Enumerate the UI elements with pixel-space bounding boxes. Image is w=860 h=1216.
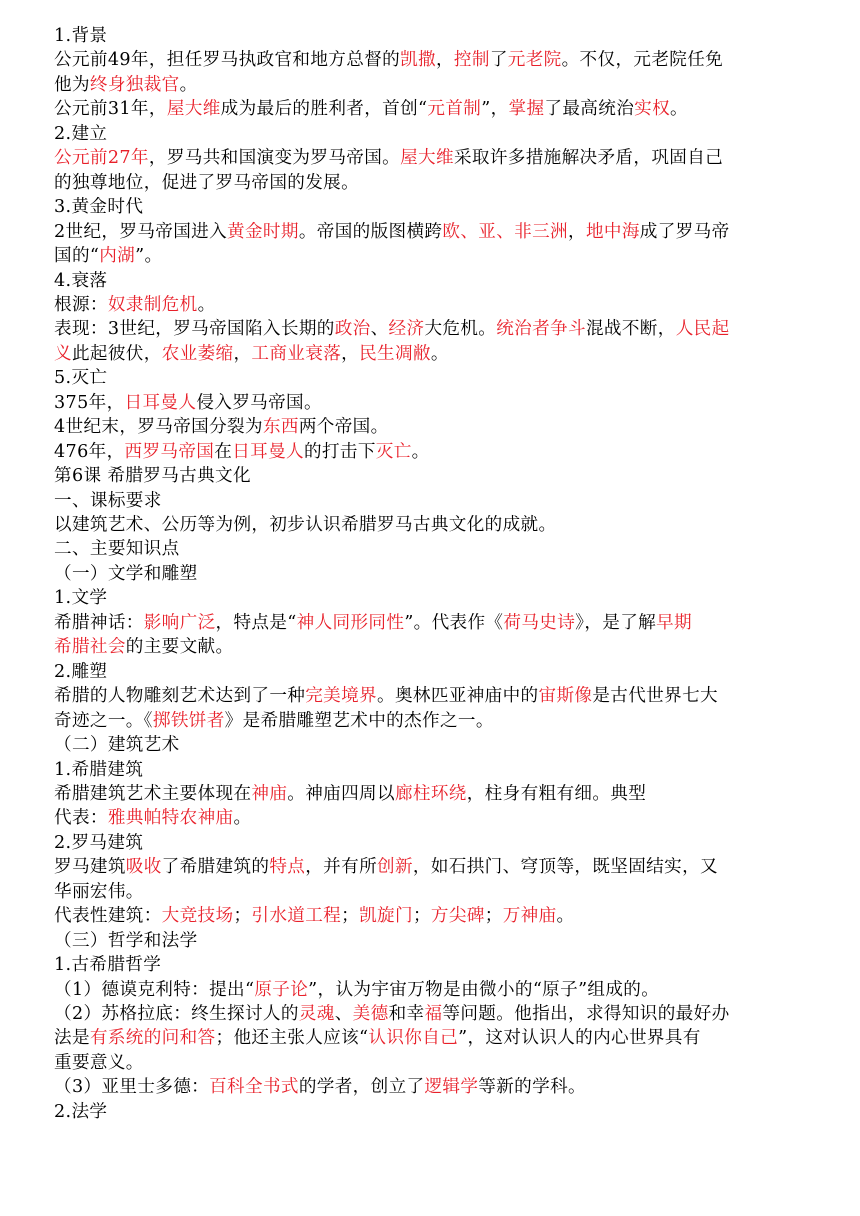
text-segment: 。神庙四周以 — [287, 783, 395, 804]
text-line — [54, 904, 822, 928]
text-segment: 375年， — [54, 392, 125, 413]
highlighted-keyword: 希腊社会 — [54, 637, 126, 658]
text-segment: 了 — [489, 50, 508, 71]
highlighted-keyword: 神庙 — [251, 783, 288, 804]
text-segment: 华丽宏伟。 — [54, 881, 144, 902]
text-line — [54, 195, 822, 219]
text-segment: 在 — [214, 441, 233, 462]
text-segment: 侵入罗马帝国。 — [196, 392, 322, 413]
text-segment: （3）亚里士多德： — [54, 1077, 210, 1098]
highlighted-keyword: 福 — [424, 1004, 443, 1024]
text-segment: 成了罗马帝 — [639, 221, 730, 242]
text-segment: 二、主要知识点 — [54, 539, 180, 560]
text-line — [54, 440, 822, 464]
highlighted-keyword: 元老院 — [507, 50, 562, 71]
text-segment: 一、课标要求 — [54, 490, 162, 511]
highlighted-keyword: 义 — [54, 343, 72, 364]
text-segment: 希腊建筑艺术主要体现在 — [54, 783, 252, 804]
highlighted-keyword: 奴隶制危机 — [107, 294, 198, 315]
text-segment: 公元前49年，担任罗马执政官和地方总督的 — [54, 50, 401, 71]
text-line — [54, 122, 822, 146]
highlighted-keyword: 统治者争斗 — [496, 319, 586, 340]
text-segment: 2世纪，罗马帝国进入 — [54, 221, 228, 242]
highlighted-keyword: 灭亡 — [375, 441, 412, 462]
text-segment: 国的“ — [54, 246, 100, 267]
text-segment: ，特点是“ — [215, 612, 297, 633]
text-segment: ”。代表作《 — [404, 612, 504, 633]
text-segment: 的主要文献。 — [125, 637, 234, 658]
text-line — [54, 855, 822, 879]
text-segment: ；他还主张人应该“ — [215, 1028, 369, 1049]
text-segment: 代表性建筑： — [54, 906, 162, 927]
text-line — [54, 709, 822, 733]
highlighted-keyword: 有系统的问和答 — [89, 1028, 216, 1049]
text-segment: 4世纪末，罗马帝国分裂为 — [54, 417, 263, 438]
text-segment: 此起彼伏， — [71, 343, 162, 364]
text-segment: 等问题。他指出，求得知识的最好办 — [442, 1004, 730, 1024]
text-segment: 》，是了解 — [575, 612, 657, 633]
text-segment: （二）建筑艺术 — [54, 735, 180, 756]
text-segment: 是古代世界七大 — [592, 686, 718, 707]
text-segment: 以建筑艺术、公历等为例，初步认识希腊罗马古典文化的成就。 — [54, 515, 557, 535]
text-line — [54, 513, 822, 537]
highlighted-keyword: 日耳曼人 — [124, 392, 197, 413]
text-segment: 1.古希腊哲学 — [54, 955, 162, 976]
text-line — [54, 171, 822, 195]
highlighted-keyword: 元首制 — [427, 99, 482, 120]
text-segment: 2.罗马建筑 — [54, 832, 144, 853]
text-line — [54, 293, 822, 317]
text-segment: 》是希腊雕塑艺术中的杰作之一。 — [224, 710, 494, 731]
text-segment: 2.法学 — [54, 1101, 108, 1122]
highlighted-keyword: 掌握 — [508, 99, 545, 120]
text-line — [54, 758, 822, 782]
highlighted-keyword: 引水道工程 — [251, 906, 342, 927]
text-line — [54, 1100, 822, 1124]
text-line — [54, 1002, 822, 1026]
text-segment: ， — [435, 50, 454, 71]
highlighted-keyword: 西罗马帝国 — [124, 441, 215, 462]
text-segment: 2.建立 — [54, 123, 108, 144]
text-segment: 。 — [233, 808, 252, 829]
highlighted-keyword: 终身独裁官 — [89, 74, 180, 95]
text-segment: 采取许多措施解决矛盾，巩固自己 — [453, 148, 724, 169]
text-segment: 等新的学科。 — [478, 1077, 586, 1098]
text-line — [54, 146, 822, 170]
text-line — [54, 269, 822, 293]
text-segment: 5.灭亡 — [54, 368, 108, 389]
highlighted-keyword: 凯撒 — [400, 50, 436, 71]
text-segment: ”， — [481, 99, 509, 120]
highlighted-keyword: 凯旋门 — [359, 906, 413, 927]
highlighted-keyword: 逻辑学 — [424, 1077, 479, 1098]
text-segment: 1.背景 — [54, 26, 108, 46]
text-segment: 公元前31年， — [54, 99, 167, 120]
text-segment: 混战不断， — [585, 319, 676, 340]
highlighted-keyword: 政治 — [334, 319, 371, 340]
highlighted-keyword: 实权 — [634, 99, 671, 120]
text-segment: ，罗马共和国演变为罗马帝国。 — [148, 148, 401, 169]
highlighted-keyword: 美德 — [352, 1004, 389, 1024]
highlighted-keyword: 黄金时期 — [227, 221, 299, 242]
text-segment: 。 — [670, 99, 688, 120]
highlighted-keyword: 公元前27年 — [54, 148, 149, 169]
text-segment: 的学者，创立了 — [298, 1077, 425, 1098]
text-segment: 的独尊地位，促进了罗马帝国的发展。 — [54, 172, 360, 193]
text-segment: 希腊神话： — [54, 612, 144, 633]
text-segment: 法是 — [54, 1028, 90, 1049]
text-line — [54, 464, 822, 488]
highlighted-keyword: 日耳曼人 — [232, 441, 304, 462]
text-line — [54, 806, 822, 830]
text-segment: ， — [341, 343, 360, 364]
text-segment: 大危机。 — [424, 319, 497, 340]
text-line — [54, 48, 822, 72]
text-segment: 重要意义。 — [54, 1052, 144, 1073]
highlighted-keyword: 控制 — [453, 50, 490, 71]
text-segment: 奇迹之一。《 — [54, 710, 153, 731]
text-segment: 两个帝国。 — [298, 417, 389, 438]
text-line — [54, 317, 822, 341]
text-segment: （一）文学和雕塑 — [54, 563, 198, 584]
highlighted-keyword: 地中海 — [585, 221, 640, 242]
text-line — [54, 635, 822, 659]
text-line — [54, 880, 822, 904]
text-segment: ； — [412, 906, 431, 927]
text-segment: ， — [233, 343, 252, 364]
text-line — [54, 1051, 822, 1075]
text-line — [54, 391, 822, 415]
text-segment: ； — [484, 906, 503, 927]
text-segment: 成为最后的胜利者，首创“ — [220, 99, 428, 120]
text-segment: ； — [341, 906, 360, 927]
text-segment: 表现：3世纪，罗马帝国陷入长期的 — [54, 319, 335, 340]
text-line — [54, 244, 822, 268]
text-segment: 。不仅，元老院任免 — [561, 50, 724, 71]
text-segment: 代表： — [54, 808, 108, 829]
highlighted-keyword: 经济 — [388, 319, 425, 340]
text-segment: 。奥林匹亚神庙中的 — [377, 686, 539, 707]
text-line — [54, 537, 822, 561]
text-segment: （2）苏格拉底：终生探讨人的 — [54, 1004, 299, 1024]
text-line — [54, 366, 822, 390]
text-line — [54, 415, 822, 439]
text-line — [54, 611, 822, 635]
text-line — [54, 831, 822, 855]
text-segment: 和幸 — [388, 1004, 425, 1024]
text-line — [54, 1075, 822, 1099]
text-line — [54, 220, 822, 244]
text-line — [54, 782, 822, 806]
text-segment: ”，认为宇宙万物是由微小的“原子”组成的。 — [308, 979, 660, 1000]
highlighted-keyword: 特点 — [269, 857, 306, 878]
highlighted-keyword: 荷马史诗 — [503, 612, 576, 633]
highlighted-keyword: 民生凋敝 — [359, 343, 431, 364]
text-line — [54, 73, 822, 97]
highlighted-keyword: 方尖碑 — [430, 906, 485, 927]
text-line — [54, 733, 822, 757]
text-line — [54, 660, 822, 684]
text-segment: 第6课 希腊罗马古典文化 — [54, 466, 251, 487]
text-segment: 了希腊建筑的 — [161, 857, 270, 878]
highlighted-keyword: 工商业衰落 — [251, 343, 342, 364]
highlighted-keyword: 早期 — [656, 612, 692, 633]
highlighted-keyword: 人民起 — [675, 319, 730, 340]
text-line — [54, 562, 822, 586]
text-segment: 了最高统治 — [544, 99, 635, 120]
highlighted-keyword: 原子论 — [254, 979, 309, 1000]
text-segment: 。 — [430, 343, 449, 364]
text-segment: 希腊的人物雕刻艺术达到了一种 — [54, 686, 306, 707]
text-line — [54, 24, 822, 48]
text-segment: ，并有所 — [305, 857, 378, 878]
text-segment: 。 — [179, 74, 198, 95]
highlighted-keyword: 宙斯像 — [538, 686, 593, 707]
highlighted-keyword: 廊柱环绕 — [394, 783, 467, 804]
text-segment: 3.黄金时代 — [54, 197, 144, 218]
text-segment: 476年， — [54, 441, 125, 462]
text-segment: （1）德谟克利特：提出“ — [54, 979, 255, 1000]
text-segment: 他为 — [54, 74, 90, 95]
text-segment: ”，这对认识人的内心世界具有 — [458, 1028, 701, 1049]
highlighted-keyword: 万神庙 — [502, 906, 557, 927]
highlighted-keyword: 内湖 — [99, 246, 136, 267]
highlighted-keyword: 完美境界 — [305, 686, 377, 707]
text-segment: ，如石拱门、穹顶等，既坚固结实，又 — [412, 857, 718, 878]
text-segment: 。 — [411, 441, 430, 462]
text-segment: 。 — [556, 906, 575, 927]
text-segment: 2.雕塑 — [54, 661, 108, 682]
text-segment: （三）哲学和法学 — [54, 930, 198, 951]
text-line — [54, 978, 822, 1002]
text-line — [54, 586, 822, 610]
text-segment: 。帝国的版图横跨 — [298, 221, 443, 242]
text-segment: ”。 — [135, 246, 163, 267]
text-line — [54, 929, 822, 953]
highlighted-keyword: 吸收 — [125, 857, 162, 878]
highlighted-keyword: 农业萎缩 — [161, 343, 234, 364]
highlighted-keyword: 屋大维 — [400, 148, 454, 169]
text-segment: ，柱身有粗有细。典型 — [466, 783, 647, 804]
text-segment: 、 — [370, 319, 389, 340]
highlighted-keyword: 大竞技场 — [161, 906, 234, 927]
text-segment: 4.衰落 — [54, 270, 108, 291]
text-segment: 罗马建筑 — [54, 857, 126, 878]
highlighted-keyword: 雅典帕特农神庙 — [107, 808, 234, 829]
highlighted-keyword: 屋大维 — [166, 99, 221, 120]
text-segment: 、 — [334, 1004, 353, 1024]
text-segment: 1.希腊建筑 — [54, 759, 144, 780]
highlighted-keyword: 创新 — [377, 857, 413, 878]
text-line — [54, 342, 822, 366]
text-segment: 的打击下 — [304, 441, 376, 462]
highlighted-keyword: 百科全书式 — [209, 1077, 299, 1098]
text-segment: ； — [233, 906, 252, 927]
text-segment: 1.文学 — [54, 588, 108, 609]
text-line — [54, 489, 822, 513]
text-line — [54, 1026, 822, 1050]
highlighted-keyword: 神人同形同性 — [296, 612, 405, 633]
highlighted-keyword: 影响广泛 — [143, 612, 216, 633]
highlighted-keyword: 东西 — [262, 417, 299, 438]
text-line — [54, 684, 822, 708]
text-segment: ， — [568, 221, 586, 242]
text-line — [54, 953, 822, 977]
highlighted-keyword: 欧、亚、非三洲 — [442, 221, 568, 242]
highlighted-keyword: 灵魂 — [298, 1004, 335, 1024]
highlighted-keyword: 掷铁饼者 — [152, 710, 225, 731]
highlighted-keyword: 认识你自己 — [368, 1028, 459, 1049]
text-segment: 根源： — [54, 294, 108, 315]
text-line — [54, 97, 822, 121]
text-segment: 。 — [197, 294, 216, 315]
